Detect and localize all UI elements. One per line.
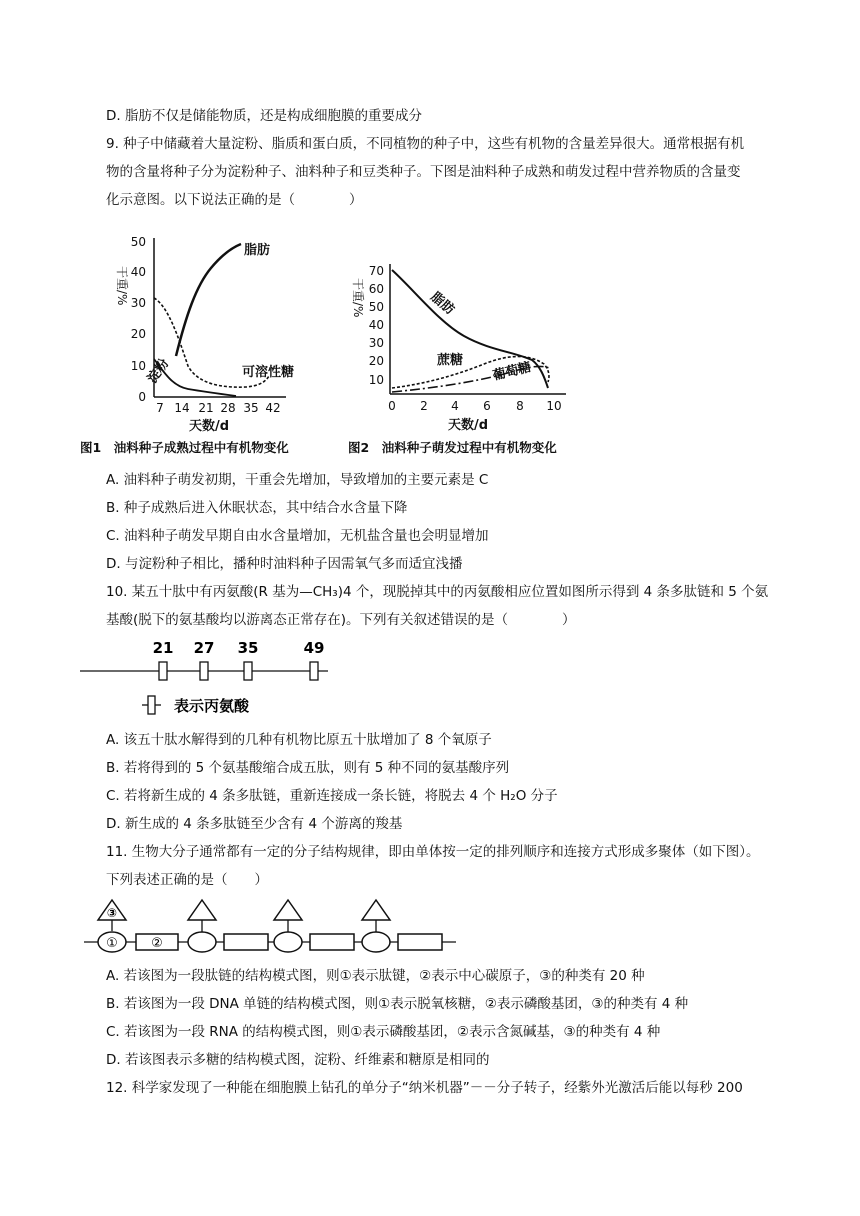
question-10-option-d: D. 新生成的 4 条多肽链至少含有 4 个游离的羧基 <box>106 816 403 832</box>
fig1-xtick: 14 <box>174 401 190 415</box>
position-label: 21 <box>152 639 174 657</box>
fig2-ytick: 50 <box>368 300 384 314</box>
question-12-line1: 12. 科学家发现了一种能在细胞膜上钻孔的单分子“纳米机器”－－分子转子，经紫外光激活后能以每秒 200 <box>106 1080 743 1096</box>
fig1-xtick: 28 <box>220 401 236 415</box>
rect-monomer <box>398 934 442 950</box>
fig1-ylabel: 干重/% <box>115 266 129 306</box>
fig2-xtick: 6 <box>483 399 491 413</box>
figure-2-caption: 图2 油料种子萌发过程中有机物变化 <box>348 440 557 455</box>
fig1-xtick: 35 <box>243 401 259 415</box>
question-10-option-a: A. 该五十肽水解得到的几种有机物比原五十肽增加了 8 个氧原子 <box>106 732 492 748</box>
question-9-option-b: B. 种子成熟后进入休眠状态，其中结合水含量下降 <box>106 500 408 516</box>
fig2-xlabel: 天数/d <box>447 418 489 433</box>
alanine-marker <box>159 662 167 680</box>
question-11-line2: 下列表述正确的是（ ） <box>106 872 268 888</box>
fig1-xtick: 42 <box>265 401 281 415</box>
question-11-option-a: A. 若该图为一段肽链的结构模式图，则①表示肽键，②表示中心碳原子，③的种类有 20 种 <box>106 968 645 984</box>
figure-1-chart <box>106 226 316 436</box>
label-2: ② <box>151 936 163 951</box>
circle-monomer <box>362 932 390 952</box>
position-label: 27 <box>193 639 215 657</box>
position-label: 49 <box>303 639 325 657</box>
triangle-monomer <box>274 900 302 920</box>
question-10-option-b: B. 若将得到的 5 个氨基酸缩合成五肽，则有 5 种不同的氨基酸序列 <box>106 760 510 776</box>
rect-monomer <box>224 934 268 950</box>
fig2-fat-label: 脂肪 <box>427 289 457 318</box>
fig1-fat-label: 脂肪 <box>244 243 271 258</box>
legend-alanine-marker <box>148 696 155 714</box>
question-10-line2: 基酸(脱下的氨基酸均以游离态正常存在)。下列有关叙述错误的是（ ） <box>106 612 576 628</box>
fig2-glucose-label: 葡萄糖 <box>491 359 533 384</box>
fig2-xtick: 2 <box>420 399 428 413</box>
figure-2-chart <box>344 260 584 436</box>
legend-label: 表示丙氨酸 <box>174 697 250 715</box>
fig1-sugar-label: 可溶性糖 <box>242 365 295 380</box>
fig1-xtick: 21 <box>198 401 214 415</box>
fig2-ytick: 20 <box>368 354 384 368</box>
label-1: ① <box>106 936 118 951</box>
fig1-xtick: 7 <box>156 401 164 415</box>
polymer-diagram <box>84 898 464 960</box>
question-9-option-a: A. 油料种子萌发初期，干重会先增加，导致增加的主要元素是 C <box>106 472 489 488</box>
circle-monomer <box>188 932 216 952</box>
fig1-ytick: 10 <box>130 359 146 373</box>
alanine-marker <box>310 662 318 680</box>
fig1-ytick: 0 <box>138 390 146 404</box>
question-9-option-c: C. 油料种子萌发早期自由水含量增加，无机盐含量也会明显增加 <box>106 528 489 544</box>
fig2-ylabel: 干重/% <box>351 278 365 318</box>
peptide-chain-diagram <box>80 636 400 722</box>
fig1-xlabel: 天数/d <box>188 419 230 434</box>
fig2-ytick: 30 <box>368 336 384 350</box>
fig1-ytick: 50 <box>130 235 146 249</box>
label-3: ③ <box>106 906 118 920</box>
question-11-option-b: B. 若该图为一段 DNA 单链的结构模式图，则①表示脱氧核糖，②表示磷酸基团，③的种类有 4 种 <box>106 996 689 1012</box>
triangle-monomer <box>362 900 390 920</box>
position-label: 35 <box>237 639 259 657</box>
triangle-monomer <box>188 900 216 920</box>
figure-1-caption: 图1 油料种子成熟过程中有机物变化 <box>80 440 289 455</box>
fig2-ytick: 10 <box>368 373 384 387</box>
question-11-option-d: D. 若该图表示多糖的结构模式图，淀粉、纤维素和糖原是相同的 <box>106 1052 490 1068</box>
fig2-ytick: 40 <box>368 318 384 332</box>
alanine-marker <box>200 662 208 680</box>
fig2-xtick: 8 <box>516 399 524 413</box>
question-10-line1: 10. 某五十肽中有丙氨酸(R 基为—CH₃)4 个，现脱掉其中的丙氨酸相应位置如图所示得到 4 条多肽链和 5 个氨 <box>106 584 769 600</box>
fig2-ytick: 60 <box>368 282 384 296</box>
option-d-prev: D. 脂肪不仅是储能物质，还是构成细胞膜的重要成分 <box>106 108 422 124</box>
question-9-line2: 物的含量将种子分为淀粉种子、油料种子和豆类种子。下图是油料种子成熟和萌发过程中营养物质的含量变 <box>106 164 741 180</box>
question-10-option-c: C. 若将新生成的 4 条多肽链，重新连接成一条长链，将脱去 4 个 H₂O 分子 <box>106 788 558 804</box>
fig1-ytick: 30 <box>130 296 146 310</box>
fig2-xtick: 10 <box>546 399 562 413</box>
rect-monomer <box>310 934 354 950</box>
question-11-line1: 11. 生物大分子通常都有一定的分子结构规律，即由单体按一定的排列顺序和连接方式形成多聚体（如下图）。 <box>106 844 760 860</box>
question-9-line3: 化示意图。以下说法正确的是（ ） <box>106 192 363 208</box>
question-9-line1: 9. 种子中储藏着大量淀粉、脂质和蛋白质，不同植物的种子中，这些有机物的含量差异很大。通常根据有机 <box>106 136 745 152</box>
fig1-starch-label: 淀粉 <box>144 356 173 387</box>
circle-monomer <box>274 932 302 952</box>
fig2-xtick: 0 <box>388 399 396 413</box>
fig1-fat-curve <box>176 244 241 356</box>
alanine-marker <box>244 662 252 680</box>
fig2-ytick: 70 <box>368 264 384 278</box>
question-11-option-c: C. 若该图为一段 RNA 的结构模式图，则①表示磷酸基团，②表示含氮碱基，③的种类有 4 种 <box>106 1024 661 1040</box>
fig2-xtick: 4 <box>451 399 459 413</box>
fig1-ytick: 20 <box>130 327 146 341</box>
fig1-ytick: 40 <box>130 265 146 279</box>
question-9-option-d: D. 与淀粉种子相比，播种时油料种子因需氧气多而适宜浅播 <box>106 556 463 572</box>
fig2-sucrose-label: 蔗糖 <box>437 353 464 368</box>
